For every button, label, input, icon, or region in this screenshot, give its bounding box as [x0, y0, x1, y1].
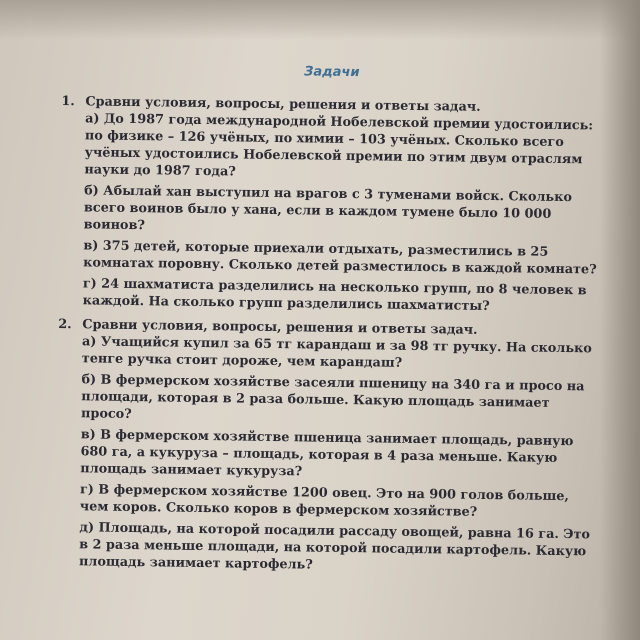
task-item-b: б) В фермерском хозяйстве засеяли пшеницу на 340 га и просо на площади, которая в 2 раза больше. Какую площадь занимает просо? [80, 372, 585, 423]
task-items [59, 110, 602, 317]
task-item-v: в) В фермерском хозяйстве пшеница занимает площадь, равную 680 га, а кукуруза – площадь, которая в 4 раза меньше. Какую площадь занимает кукуруза? [80, 427, 574, 480]
task-2 [55, 316, 598, 578]
page-shadow-right [600, 0, 640, 640]
task-prompt: Сравни условия, вопросы, решения и ответы задач. [82, 317, 478, 338]
task-number: 2. [58, 316, 72, 333]
task-item-v: в) 375 детей, которые приехали отдыхать, разместились в 25 комнатах поровну. Сколько детей разместилось в каждой комнате? [83, 238, 597, 278]
task-item-b: б) Абылай хан выступил на врагов с 3 туменами войск. Сколько всего воинов было у хана, если в каждом тумене было 10 000 воинов? [83, 183, 573, 234]
page-shadow-top [0, 0, 640, 40]
task-number: 1. [61, 93, 75, 110]
task-1 [59, 93, 602, 317]
task-prompt: Сравни условия, вопросы, решения и ответы задач. [85, 94, 481, 115]
task-item-g: г) В фермерском хозяйстве 1200 овец. Это на 900 голов больше, чем коров. Сколько коров в фермерском хозяйстве? [79, 482, 569, 520]
task-items [55, 333, 598, 578]
task-item-d: д) Площадь, на которой посадили рассаду овощей, равна 16 га. Это в 2 раза меньше площади, на которой посадили картофель. Какую площадь занимает картофель? [78, 520, 591, 573]
task-item-a: а) Учащийся купил за 65 тг карандаш и за 98 тг ручку. На сколько тенге ручка стоит дороже, чем карандаш? [81, 334, 592, 371]
task-item-g: г) 24 шахматиста разделились на несколько групп, по 8 человек в каждой. На сколько групп разделились шахматисты? [82, 276, 587, 314]
page-content [55, 60, 602, 584]
task-item-a: а) До 1987 года международной Нобелевской премии удостоились: по физике – 126 учёных, по химии – 103 учёных. Сколько всего учёных удостоились Нобелевской премии по этим двум отраслям науки до 1987 года? [84, 111, 594, 180]
section-heading: Задачи [304, 64, 360, 81]
